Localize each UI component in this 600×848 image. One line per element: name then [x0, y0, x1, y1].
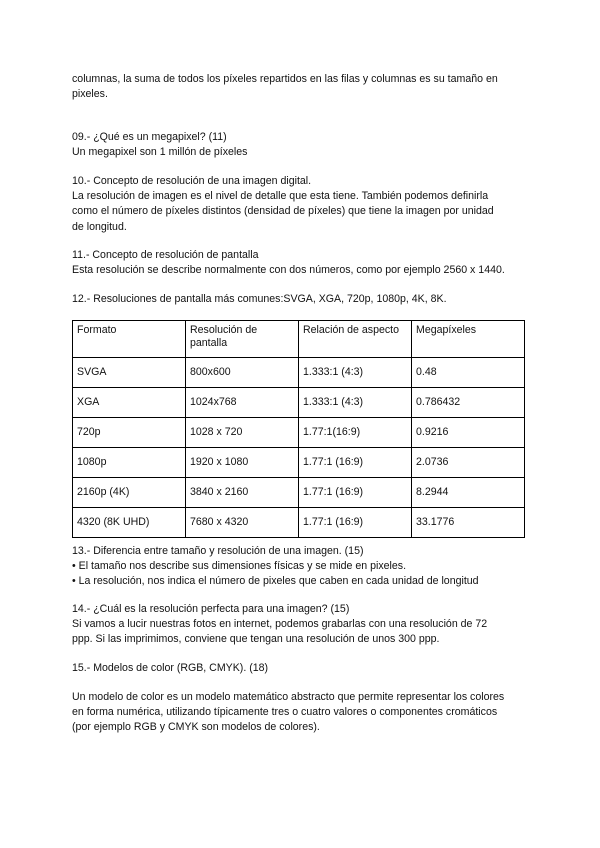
section-15-line: en forma numérica, utilizando típicamente tres o cuatro valores o componentes cromáticos	[72, 706, 498, 719]
section-11-title: 11.- Concepto de resolución de pantalla	[72, 249, 259, 261]
section-10-line: La resolución de imagen es el nivel de detalle que esta tiene. También podemos definirla	[72, 190, 489, 203]
section-15-line: Un modelo de color es un modelo matemático abstracto que permite representar los colores	[72, 691, 505, 703]
table-cell: 1.333:1 (4:3)	[299, 358, 412, 388]
section-10-title: 10.- Concepto de resolución de una imagen digital.	[72, 175, 312, 187]
intro-paragraph	[72, 72, 532, 102]
section-15-title: 15.- Modelos de color (RGB, CMYK). (18)	[72, 662, 269, 674]
table-header-cell: Relación de aspecto	[299, 321, 412, 358]
section-13-title: 13.- Diferencia entre tamaño y resolución de una imagen. (15)	[72, 545, 364, 557]
table-row	[73, 448, 525, 478]
intro-line: pixeles.	[72, 88, 108, 101]
table-header-cell: Formato	[73, 321, 186, 358]
section-13-bullet: • El tamaño nos describe sus dimensiones físicas y se mide en pixeles.	[72, 560, 407, 573]
table-header-cell: Megapíxeles	[412, 321, 525, 358]
table-cell: 3840 x 2160	[186, 478, 299, 508]
section-14-line: ppp. Si las imprimimos, conviene que tengan una resolución de unos 300 ppp.	[72, 633, 440, 646]
table-cell: 2160p (4K)	[73, 478, 186, 508]
table-cell: 0.786432	[412, 388, 525, 418]
resolutions-table	[72, 320, 525, 538]
section-09-title: 09.- ¿Qué es un megapixel? (11)	[72, 131, 227, 143]
table-cell: 1.77:1 (16:9)	[299, 448, 412, 478]
table-cell: 1.77:1 (16:9)	[299, 508, 412, 538]
table-cell: 4320 (8K UHD)	[73, 508, 186, 538]
table-row	[73, 508, 525, 538]
table-cell: 33.1776	[412, 508, 525, 538]
section-14-title: 14.- ¿Cuál es la resolución perfecta para una imagen? (15)	[72, 603, 350, 615]
intro-line: columnas, la suma de todos los píxeles repartidos en las filas y columnas es su tamaño en	[72, 73, 498, 85]
table-row	[73, 358, 525, 388]
section-09-body: Un megapixel son 1 millón de píxeles	[72, 146, 248, 159]
section-10	[72, 174, 532, 235]
section-14-line: Si vamos a lucir nuestras fotos en internet, podemos grabarlas con una resolución de 72	[72, 618, 488, 631]
table-cell: 7680 x 4320	[186, 508, 299, 538]
table-cell: 8.2944	[412, 478, 525, 508]
table-cell: SVGA	[73, 358, 186, 388]
table-cell: 1024x768	[186, 388, 299, 418]
section-13-bullet: • La resolución, nos indica el número de pixeles que caben en cada unidad de longitud	[72, 575, 479, 588]
section-09	[72, 130, 532, 160]
table-row	[73, 478, 525, 508]
table-cell: 2.0736	[412, 448, 525, 478]
section-15-body	[72, 690, 532, 736]
table-cell: 1.77:1 (16:9)	[299, 478, 412, 508]
table-cell: 720p	[73, 418, 186, 448]
section-13	[72, 544, 532, 590]
section-14	[72, 602, 532, 648]
table-row	[73, 388, 525, 418]
table-cell: 1920 x 1080	[186, 448, 299, 478]
table-cell: 1.77:1(16:9)	[299, 418, 412, 448]
section-15-line: (por ejemplo RGB y CMYK son modelos de colores).	[72, 721, 320, 734]
table-cell: 1.333:1 (4:3)	[299, 388, 412, 418]
table-header-cell: Resolución de pantalla	[186, 321, 299, 358]
table-cell: 800x600	[186, 358, 299, 388]
table-header-row	[73, 321, 525, 358]
table-cell: 1080p	[73, 448, 186, 478]
table-cell: 1028 x 720	[186, 418, 299, 448]
table-cell: 0.48	[412, 358, 525, 388]
section-12-title: 12.- Resoluciones de pantalla más comunes:SVGA, XGA, 720p, 1080p, 4K, 8K.	[72, 293, 447, 305]
section-10-line: como el número de píxeles distintos (densidad de píxeles) que tiene la imagen por unidad	[72, 205, 494, 218]
table-cell: 0.9216	[412, 418, 525, 448]
table-row	[73, 418, 525, 448]
section-11	[72, 248, 532, 278]
section-11-body: Esta resolución se describe normalmente con dos números, como por ejemplo 2560 x 1440.	[72, 264, 505, 277]
section-10-line: de longitud.	[72, 220, 127, 233]
table-cell: XGA	[73, 388, 186, 418]
